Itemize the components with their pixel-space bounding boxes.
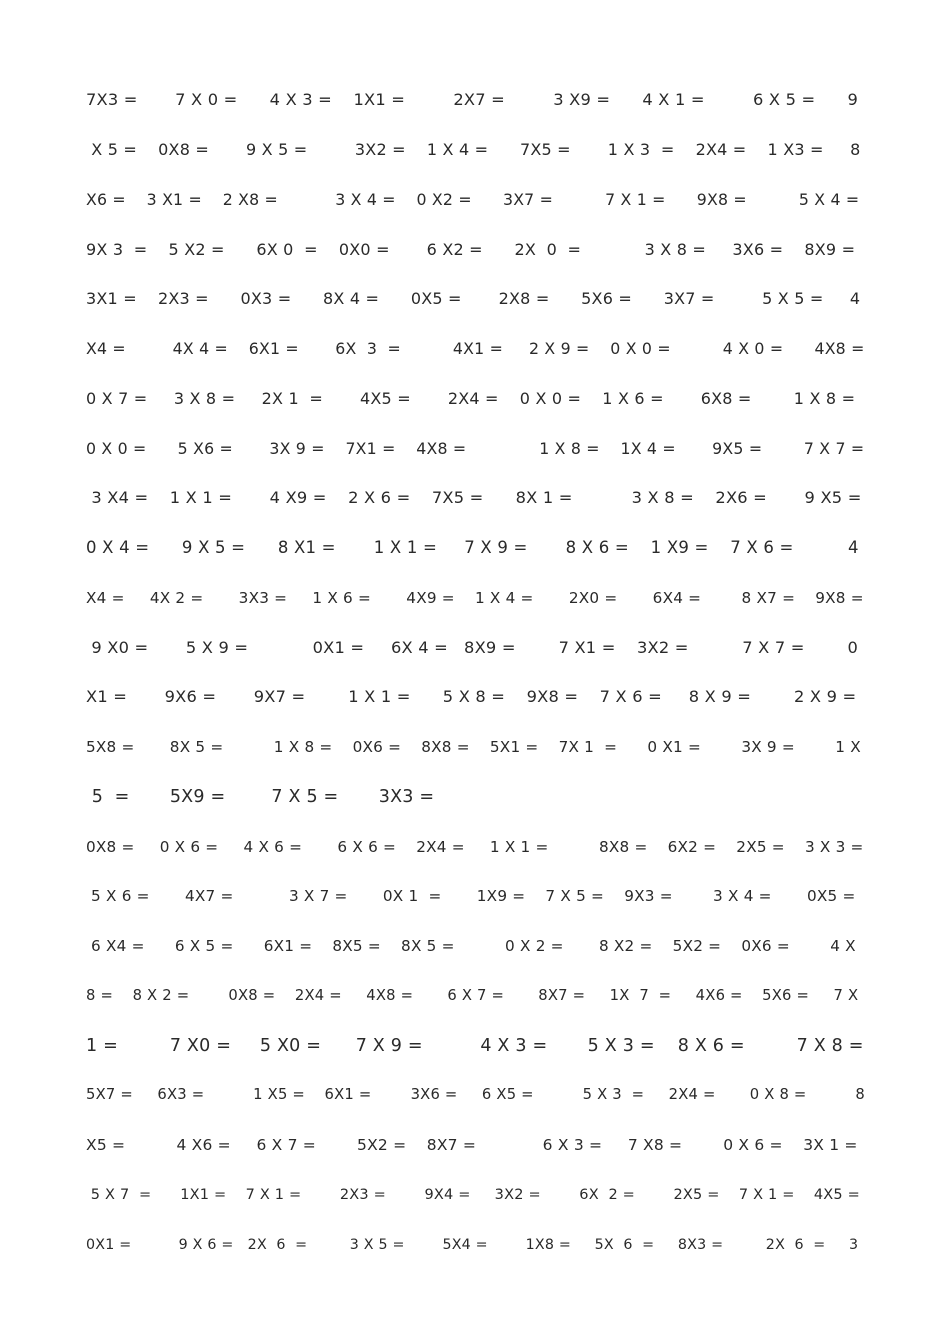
problem-line-16: 0X8 = 0 X 6 = 4 X 6 = 6 X 6 = 2X4 = 1 X 1 = 8X8 = 6X2 = 2X5 = 3 X 3 = bbox=[86, 838, 864, 856]
problem-line-11: X4 = 4X 2 = 3X3 = 1 X 6 = 4X9 = 1 X 4 = 2X0 = 6X4 = 8 X7 = 9X8 = bbox=[86, 589, 864, 607]
problem-line-4: 9X 3 = 5 X2 = 6X 0 = 0X0 = 6 X2 = 2X 0 = 3 X 8 = 3X6 = 8X9 = bbox=[86, 240, 856, 259]
problem-line-1: 7X3 = 7 X 0 = 4 X 3 = 1X1 = 2X7 = 3 X9 = 4 X 1 = 6 X 5 = 9 bbox=[86, 90, 859, 109]
problem-line-10: 0 X 4 = 9 X 5 = 8 X1 = 1 X 1 = 7 X 9 = 8 X 6 = 1 X9 = 7 X 6 = 4 bbox=[86, 538, 859, 557]
problem-line-22: X5 = 4 X6 = 6 X 7 = 5X2 = 8X7 = 6 X 3 = 7 X8 = 0 X 6 = 3X 1 = bbox=[86, 1136, 858, 1154]
problem-line-14: 5X8 = 8X 5 = 1 X 8 = 0X6 = 8X8 = 5X1 = 7X 1 = 0 X1 = 3X 9 = 1 X bbox=[86, 738, 861, 756]
problem-line-5: 3X1 = 2X3 = 0X3 = 8X 4 = 0X5 = 2X8 = 5X6 = 3X7 = 5 X 5 = 4 bbox=[86, 289, 861, 308]
problem-line-2: X 5 = 0X8 = 9 X 5 = 3X2 = 1 X 4 = 7X5 = 1 X 3 = 2X4 = 1 X3 = 8 bbox=[86, 140, 861, 159]
problem-line-20: 1 = 7 X0 = 5 X0 = 7 X 9 = 4 X 3 = 5 X 3 = 8 X 6 = 7 X 8 = bbox=[86, 1036, 864, 1056]
problem-line-21: 5X7 = 6X3 = 1 X5 = 6X1 = 3X6 = 6 X5 = 5 X 3 = 2X4 = 0 X 8 = 8 bbox=[86, 1086, 865, 1103]
problem-line-13: X1 = 9X6 = 9X7 = 1 X 1 = 5 X 8 = 9X8 = 7 X 6 = 8 X 9 = 2 X 9 = bbox=[86, 687, 857, 706]
problem-line-24: 0X1 = 9 X 6 = 2X 6 = 3 X 5 = 5X4 = 1X8 = 5X 6 = 8X3 = 2X 6 = 3 bbox=[86, 1237, 859, 1253]
problem-line-12: 9 X0 = 5 X 9 = 0X1 = 6X 4 = 8X9 = 7 X1 = 3X2 = 7 X 7 = 0 bbox=[86, 638, 859, 657]
problem-line-6: X4 = 4X 4 = 6X1 = 6X 3 = 4X1 = 2 X 9 = 0 X 0 = 4 X 0 = 4X8 = bbox=[86, 339, 865, 358]
problem-line-9: 3 X4 = 1 X 1 = 4 X9 = 2 X 6 = 7X5 = 8X 1 = 3 X 8 = 2X6 = 9 X5 = bbox=[86, 488, 862, 507]
problem-line-18: 6 X4 = 6 X 5 = 6X1 = 8X5 = 8X 5 = 0 X 2 = 8 X2 = 5X2 = 0X6 = 4 X bbox=[86, 937, 856, 955]
problem-line-19: 8 = 8 X 2 = 0X8 = 2X4 = 4X8 = 6 X 7 = 8X7 = 1X 7 = 4X6 = 5X6 = 7 X bbox=[86, 987, 859, 1004]
problem-line-8: 0 X 0 = 5 X6 = 3X 9 = 7X1 = 4X8 = 1 X 8 = 1X 4 = 9X5 = 7 X 7 = bbox=[86, 439, 865, 458]
problem-line-7: 0 X 7 = 3 X 8 = 2X 1 = 4X5 = 2X4 = 0 X 0 = 1 X 6 = 6X8 = 1 X 8 = bbox=[86, 389, 856, 408]
problem-line-3: X6 = 3 X1 = 2 X8 = 3 X 4 = 0 X2 = 3X7 = 7 X 1 = 9X8 = 5 X 4 = bbox=[86, 190, 860, 209]
problem-line-17: 5 X 6 = 4X7 = 3 X 7 = 0X 1 = 1X9 = 7 X 5 = 9X3 = 3 X 4 = 0X5 = bbox=[86, 887, 856, 905]
problem-line-23: 5 X 7 = 1X1 = 7 X 1 = 2X3 = 9X4 = 3X2 = 6X 2 = 2X5 = 7 X 1 = 4X5 = bbox=[86, 1187, 861, 1203]
problem-line-15: 5 = 5X9 = 7 X 5 = 3X3 = bbox=[86, 787, 435, 807]
